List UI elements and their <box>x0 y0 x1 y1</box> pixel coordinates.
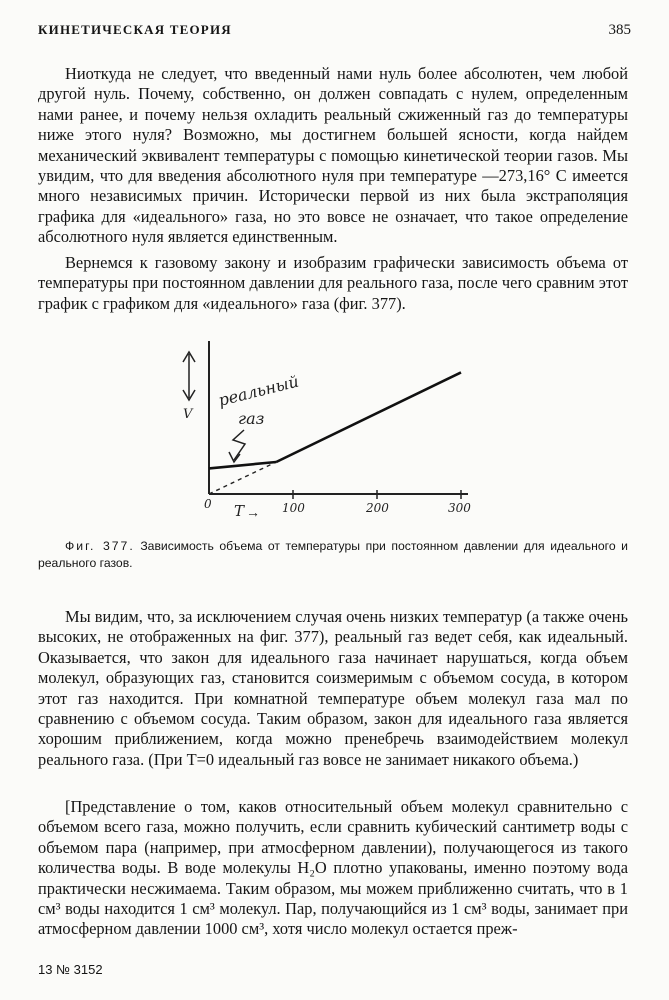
caption-label: Фиг. 377. <box>65 539 135 553</box>
printer-signature: 13 № 3152 <box>38 962 103 977</box>
annotation-real: реальный <box>216 371 301 410</box>
real-gas-line <box>209 462 276 468</box>
v-arrow-icon <box>183 352 195 400</box>
page-number: 385 <box>608 22 631 38</box>
x-axis-arrow: → <box>246 506 260 521</box>
paragraph-2: Вернемся к газовому закону и изобразим графически зависимость объема от температуры при постоянном давлении для реального газа, после чего сравним этот график с графиком для «идеального» газа (фиг. 377). <box>38 253 628 313</box>
paragraph-3: Мы видим, что, за исключением случая очень низких температур (а также очень высоких, не отображенных на фиг. 377), реальный газ ведет себя, как идеальный. Оказывается, что закон для идеального газа начинает нарушаться, когда объем молекул, образующих газ, становится соизмеримым с объемом сосуда, в котором этот газ находится. При комнатной температуре объем молекул газа мал по сравнению с объемом сосуда. Таким образом, закон для идеального газа является хорошим приближением, когда можно пренебречь взаимодействием молекул реального газа. (При T=0 идеальный газ вовсе не занимает никакого объема.) <box>38 607 628 769</box>
ideal-gas-line <box>276 372 461 462</box>
paragraph-1: Ниоткуда не следует, что введенный нами нуль более абсолютен, чем любой другой нуль. Почему, собственно, он должен совпадать с нулем, определенным нами ранее, и почему нельзя охладить реальный сжиженный газ до температуры ниже этого нуля? Возможно, мы достигнем большей ясности, когда найдем механический эквивалент температуры с помощью кинетической теории газов. Мы увидим, что для введения абсолютного нуля при температуре —273,16° С имеется много независимых причин. Исторически первой из них была экстраполяция графика для «идеального» газа, но это вовсе не означает, что такое определение абсолютного нуля является единственным. <box>38 64 628 247</box>
caption-text: Зависимость объема от температуры при постоянном давлении для идеального и реального газов. <box>38 539 628 570</box>
tick-label-100: 100 <box>282 501 305 515</box>
annotation-gas: газ <box>238 409 265 428</box>
figure-377 <box>170 336 480 526</box>
figure-caption <box>38 538 628 572</box>
page-header <box>38 22 631 44</box>
running-title: КИНЕТИЧЕСКАЯ ТЕОРИЯ <box>38 22 232 37</box>
y-axis-symbol: V <box>183 407 193 422</box>
tick-label-200: 200 <box>366 501 389 515</box>
volume-temperature-graph <box>170 336 480 526</box>
tick-label-300: 300 <box>448 501 471 515</box>
origin-label: 0 <box>204 497 212 511</box>
x-axis-symbol: T <box>234 502 245 520</box>
paragraph-4: [Представление о том, каков относительный объем молекул сравнительно с объемом всего газа, можно получить, если сравнить кубический сантиметр воды с объемом пара (например, при атмосферном давлении), получающегося из такого количества воды. В воде молекулы H₂O плотно упакованы, именно поэтому вода практически несжимаема. Таким образом, мы можем приближенно считать, что в 1 см³ воды находится 1 см³ молекул. Пар, получающийся из 1 см³ воды, занимает при атмосферном давлении 1000 см³, хотя число молекул остается преж- <box>38 797 628 939</box>
